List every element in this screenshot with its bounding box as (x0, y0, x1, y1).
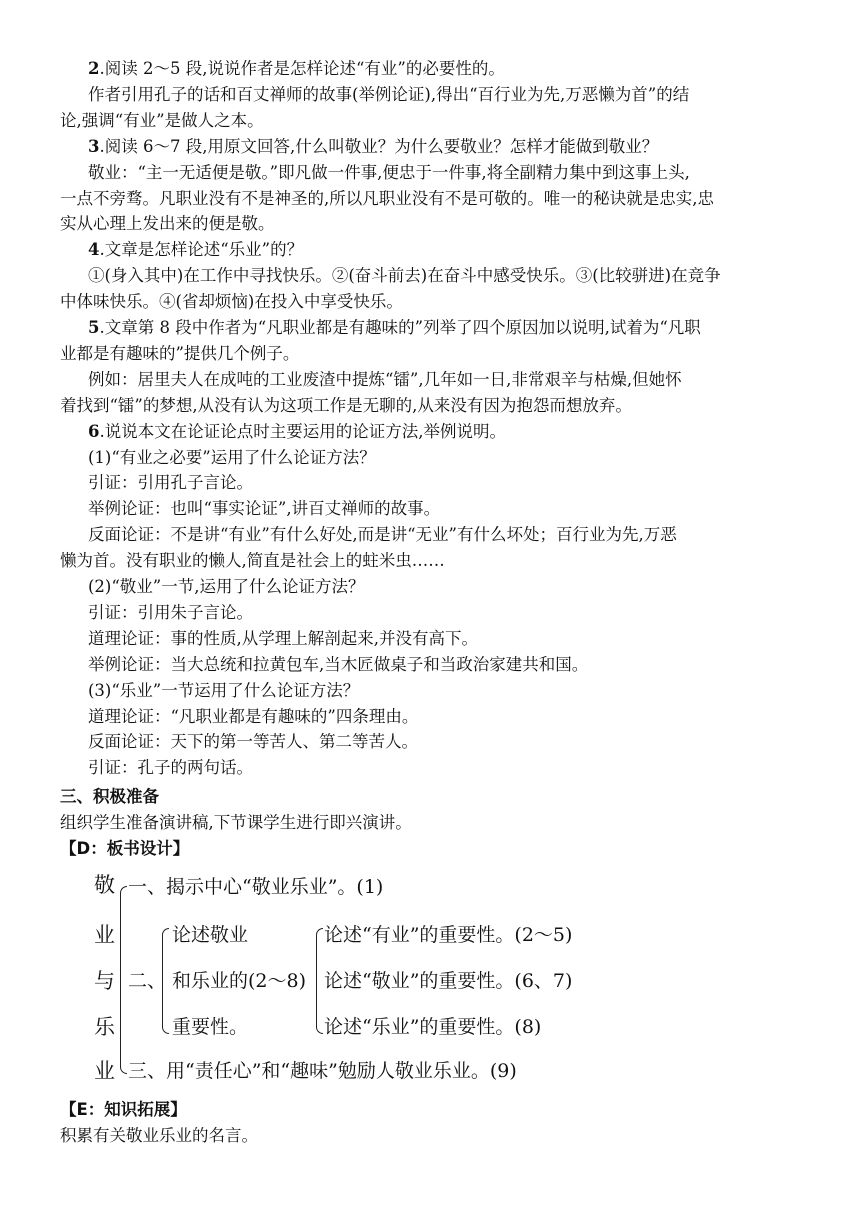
line-text: 敬业：“主一无适便是敬。”即凡做一件事,便忠于一件事,将全副精力集中到这事上头, (88, 162, 690, 182)
answer-line (88, 678, 838, 704)
line-text: .文章第 8 段中作者为“凡职业都是有趣味的”列举了四个原因加以说明,试着为“凡职 (99, 318, 701, 337)
board-vertical-char: 业 (94, 923, 115, 947)
section-3-text: 组织学生准备演讲稿,下节课学生进行即兴演讲。 (60, 813, 412, 832)
question-line (88, 134, 838, 160)
inner-brace (316, 928, 323, 1034)
board-sub-item: 论述“敬业”的重要性。(6、7) (324, 970, 573, 992)
board-item-3: 三、用“责任心”和“趣味”勉励人敬业乐业。(9) (128, 1060, 517, 1082)
answer-line (60, 108, 810, 134)
question-number: 3 (88, 136, 100, 156)
answer-line (60, 211, 810, 237)
board-item-2-part: 重要性。 (172, 1016, 249, 1038)
answer-line (60, 393, 810, 419)
question-number: 5 (88, 318, 100, 337)
line-text: 道理论证：事的性质,从学理上解剖起来,并没有高下。 (88, 628, 478, 648)
line-text: .说说本文在论证论点时主要运用的论证方法,举例说明。 (99, 421, 506, 441)
answer-line (88, 626, 838, 652)
answer-line (88, 574, 838, 600)
board-vertical-char: 敬 (94, 873, 115, 897)
answer-line (88, 755, 838, 781)
board-vertical-char: 乐 (94, 1015, 115, 1039)
answer-line (88, 470, 838, 496)
outer-brace (120, 886, 127, 1074)
answer-line (88, 160, 838, 186)
blackboard-design (90, 872, 690, 1092)
answer-line (88, 600, 838, 626)
board-sub-item: 论述“乐业”的重要性。(8) (324, 1016, 542, 1038)
question-number: 4 (88, 240, 100, 260)
line-text: 论,强调“有业”是做人之本。 (60, 110, 264, 130)
question-line (88, 315, 838, 341)
middle-brace (162, 928, 169, 1034)
line-text: .阅读 6～7 段,用原文回答,什么叫敬业？为什么要敬业？怎样才能做到敬业？ (99, 136, 659, 156)
line-text: .文章是怎样论述“乐业”的？ (99, 240, 304, 260)
section-d-title: 【D：板书设计】 (60, 839, 190, 858)
line-text: 反面论证：天下的第一等苦人、第二等苦人。 (88, 732, 418, 752)
answer-line (60, 548, 810, 574)
line-text: 引证：引用孔子言论。 (88, 473, 253, 493)
line-text: 举例论证：也叫“事实论证”,讲百丈禅师的故事。 (88, 499, 441, 519)
board-vertical-char: 与 (94, 969, 115, 993)
line-text: 懒为首。没有职业的懒人,简直是社会上的蛀米虫…… (60, 551, 445, 571)
line-text: 业都是有趣味的”提供几个例子。 (60, 343, 300, 363)
question-line (88, 237, 838, 263)
section-e-title: 【E：知识拓展】 (60, 1100, 187, 1119)
answer-line (88, 263, 838, 289)
line-text: 作者引用孔子的话和百丈禅师的故事(举例论证),得出“百行业为先,万恶懒为首”的结 (88, 84, 690, 104)
question-line (88, 419, 838, 445)
line-text: 一点不旁骛。凡职业没有不是神圣的,所以凡职业没有不是可敬的。唯一的秘诀就是忠实,忠 (60, 188, 714, 208)
line-text: 举例论证：当大总统和拉黄包车,当木匠做桌子和当政治家建共和国。 (88, 654, 589, 674)
answer-line (60, 341, 810, 367)
answer-line (88, 522, 838, 548)
answer-line (88, 445, 838, 471)
board-item-2-part: 和乐业的(2～8) (172, 970, 307, 992)
line-text: 道理论证：“凡职业都是有趣味的”四条理由。 (88, 706, 419, 726)
line-text: 实从心理上发出来的便是敬。 (60, 214, 275, 234)
line-text: (3)“乐业”一节运用了什么论证方法？ (88, 680, 360, 700)
line-text: ①(身入其中)在工作中寻找快乐。②(奋斗前去)在奋斗中感受快乐。③(比较骈进)在竞争 (88, 266, 721, 286)
answer-line (60, 289, 810, 315)
board-item-1: 一、揭示中心“敬业乐业”。(1) (128, 876, 384, 898)
section-3-title: 三、积极准备 (60, 787, 159, 806)
line-text: 引证：孔子的两句话。 (88, 758, 253, 778)
question-number: 2 (88, 59, 100, 78)
board-sub-item: 论述“有业”的重要性。(2～5) (324, 924, 573, 946)
question-line (88, 56, 838, 82)
board-item-2-prefix: 二、 (128, 970, 167, 992)
section-e-text: 积累有关敬业乐业的名言。 (60, 1126, 258, 1145)
line-text: (2)“敬业”一节,运用了什么论证方法？ (88, 577, 365, 596)
question-number: 6 (88, 421, 100, 441)
answer-line (88, 704, 838, 730)
board-item-2-part: 论述敬业 (172, 924, 249, 946)
line-text: 着找到“镭”的梦想,从没有认为这项工作是无聊的,从来没有因为抱怨而想放弃。 (60, 395, 632, 415)
answer-line (88, 729, 838, 755)
board-vertical-char: 业 (94, 1059, 115, 1083)
line-text: 中体味快乐。④(省却烦恼)在投入中享受快乐。 (60, 292, 403, 312)
line-text: (1)“有业之必要”运用了什么论证方法？ (88, 447, 376, 467)
line-text: 反面论证：不是讲“有业”有什么好处,而是讲“无业”有什么坏处；百行业为先,万恶 (88, 525, 677, 545)
line-text: 例如：居里夫人在成吨的工业废渣中提炼“镭”,几年如一日,非常艰辛与枯燥,但她怀 (88, 369, 682, 389)
answer-line (88, 496, 838, 522)
answer-line (88, 367, 838, 393)
line-text: 引证：引用朱子言论。 (88, 602, 253, 622)
answer-line (88, 652, 838, 678)
line-text: .阅读 2～5 段,说说作者是怎样论述“有业”的必要性的。 (99, 59, 505, 78)
answer-line (88, 82, 838, 108)
answer-line (60, 186, 810, 212)
